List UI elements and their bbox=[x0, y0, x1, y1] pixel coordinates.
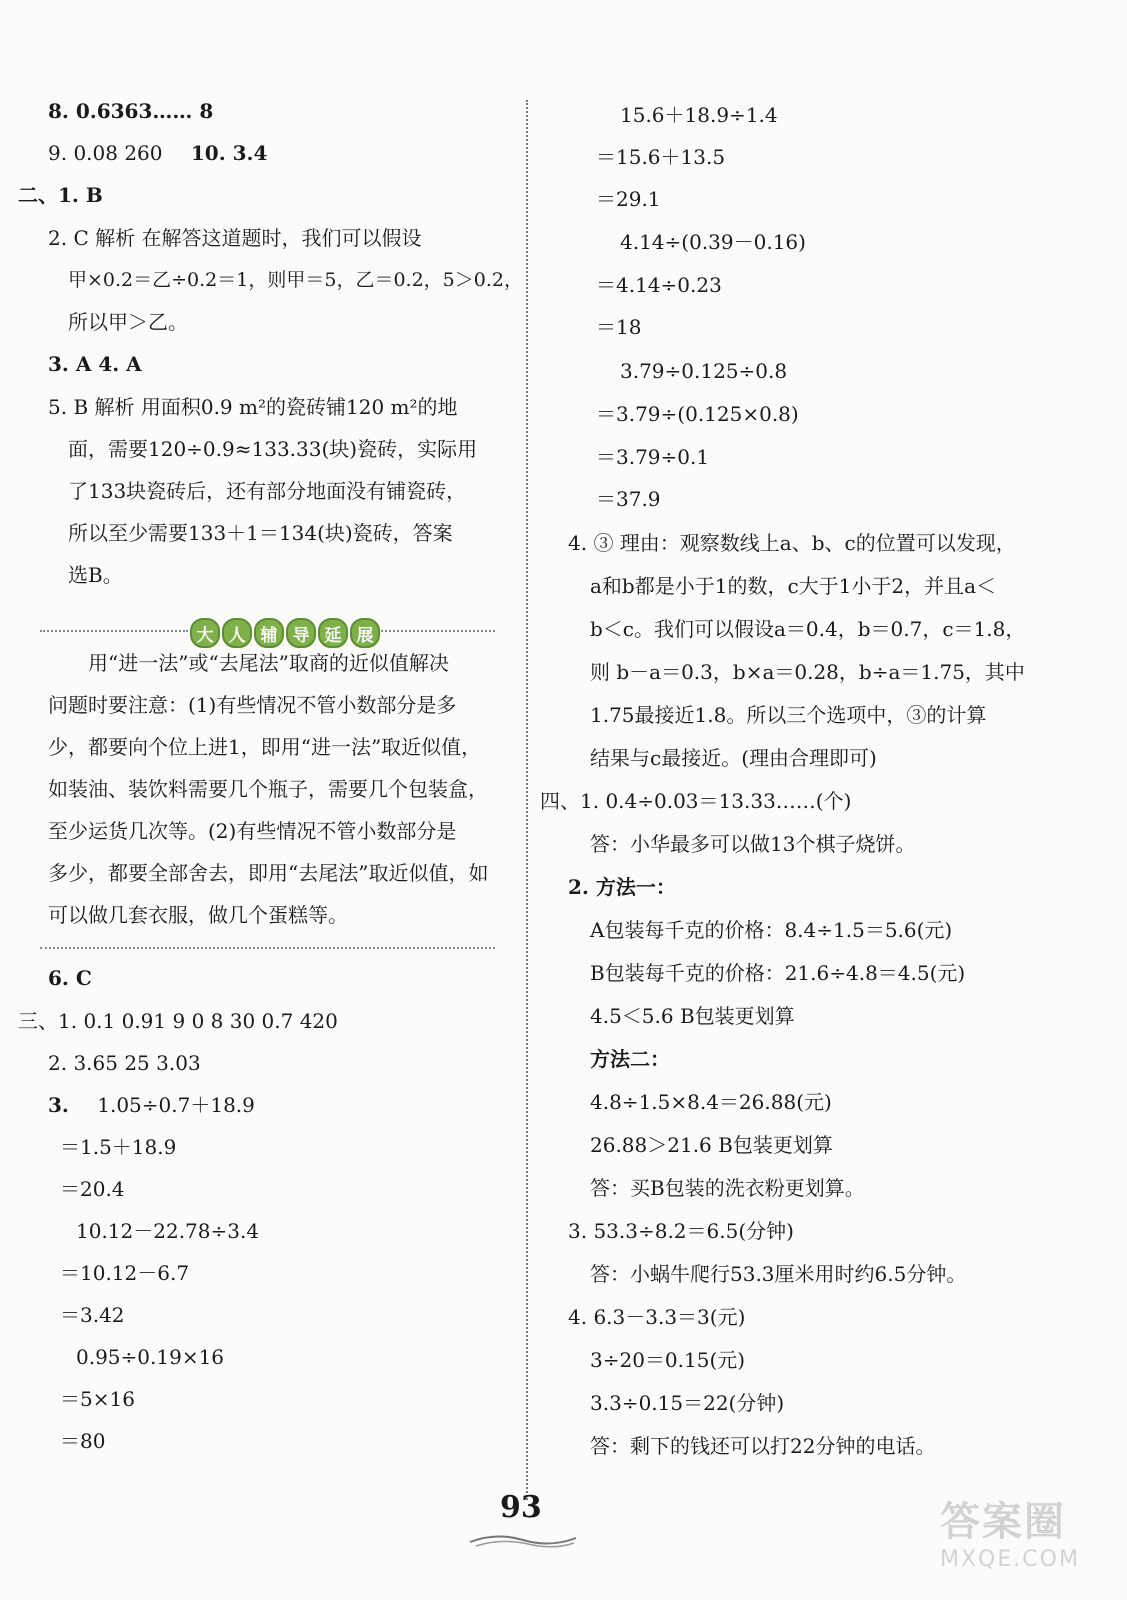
watermark-en: MXQE.COM bbox=[940, 1547, 1080, 1572]
tip-text: 可以做几套衣服，做几个蛋糕等。 bbox=[48, 903, 348, 927]
answer-9: 9. 0.08 260 bbox=[48, 141, 163, 165]
calc-step: ＝4.14÷0.23 bbox=[596, 273, 722, 297]
method-heading: 方法二： bbox=[590, 1047, 670, 1071]
answer-line: 选B。 bbox=[68, 563, 123, 587]
wave-ornament-icon bbox=[468, 1530, 578, 1550]
calc-step: 3.3÷0.15＝22(分钟) bbox=[590, 1391, 785, 1415]
answer-line: b＜c。我们可以假设a＝0.4，b＝0.7，c＝1.8， bbox=[590, 617, 1026, 641]
calc-step: ＝1.5＋18.9 bbox=[60, 1135, 177, 1159]
answer-line: 5. B 解析 用面积0.9 m²的瓷砖铺120 m²的地 bbox=[48, 395, 458, 419]
calc-step: ＝3.79÷(0.125×0.8) bbox=[596, 402, 799, 426]
answer-line bbox=[48, 1090, 255, 1120]
tip-text: 至少运货几次等。(2)有些情况不管小数部分是 bbox=[48, 819, 457, 843]
calc-step: ＝15.6＋13.5 bbox=[596, 145, 726, 169]
answer-line: a和b都是小于1的数，c大于1小于2，并且a＜ bbox=[590, 574, 997, 598]
calc-step: 4.5＜5.6 B包装更划算 bbox=[590, 1004, 795, 1028]
tip-text: 如装油、装饮料需要几个瓶子，需要几个包装盒， bbox=[48, 777, 488, 801]
box-rule-right bbox=[360, 630, 495, 632]
answer-sentence: 答：小华最多可以做13个棋子烧饼。 bbox=[590, 832, 916, 856]
answer-line: 1.75最接近1.8。所以三个选项中，③的计算 bbox=[590, 703, 987, 727]
badge-char: 导 bbox=[286, 618, 316, 648]
tip-text: 多少，都要全部舍去，即用“去尾法”取近似值，如 bbox=[48, 861, 489, 885]
section-3-heading: 三、1. 0.1 0.91 9 0 8 30 0.7 420 bbox=[18, 1009, 338, 1033]
answer-line: 面，需要120÷0.9≈133.33(块)瓷砖，实际用 bbox=[68, 437, 478, 461]
calc-step: B包装每千克的价格：21.6÷4.8＝4.5(元) bbox=[590, 961, 966, 985]
expression: 3.79÷0.125÷0.8 bbox=[620, 359, 788, 383]
answer-line: 结果与c最接近。(理由合理即可) bbox=[590, 746, 877, 770]
box-rule-left bbox=[40, 630, 188, 632]
item-number: 3. bbox=[48, 1093, 69, 1117]
calc-step: ＝18 bbox=[596, 315, 642, 339]
calc-step: 26.88＞21.6 B包装更划算 bbox=[590, 1133, 833, 1157]
answer-line: 所以甲＞乙。 bbox=[68, 310, 188, 334]
calc-step: ＝5×16 bbox=[60, 1387, 135, 1411]
badge-char: 大 bbox=[190, 618, 220, 648]
answer-line: 2. 3.65 25 3.03 bbox=[48, 1051, 201, 1075]
expression: 15.6＋18.9÷1.4 bbox=[620, 103, 778, 127]
answer-10: 10. 3.4 bbox=[190, 141, 268, 165]
calc-step: ＝37.9 bbox=[596, 487, 661, 511]
answer-line bbox=[48, 138, 267, 168]
section-4-heading: 四、1. 0.4÷0.03＝13.33……(个) bbox=[540, 789, 852, 813]
calc-step: 3÷20＝0.15(元) bbox=[590, 1348, 746, 1372]
badge-char: 延 bbox=[318, 618, 348, 648]
calc-step: ＝29.1 bbox=[596, 187, 661, 211]
watermark bbox=[940, 1490, 1080, 1572]
expression: 1.05÷0.7＋18.9 bbox=[97, 1093, 255, 1117]
answer-line: 3. A 4. A bbox=[48, 352, 142, 376]
answer-line: 8. 0.6363…… 8 bbox=[48, 99, 214, 123]
answer-sentence: 答：剩下的钱还可以打22分钟的电话。 bbox=[590, 1434, 936, 1458]
answer-sentence: 答：小蜗牛爬行53.3厘米用时约6.5分钟。 bbox=[590, 1262, 967, 1286]
answer-line: 3. 53.3÷8.2＝6.5(分钟) bbox=[568, 1219, 794, 1243]
column-divider bbox=[526, 100, 528, 1500]
watermark-cn: 答案圈 bbox=[940, 1499, 1066, 1545]
answer-line: 6. C bbox=[48, 966, 92, 990]
calc-step: ＝10.12－6.7 bbox=[60, 1261, 190, 1285]
box-rule-bottom bbox=[40, 947, 495, 949]
page-number: 93 bbox=[500, 1490, 542, 1525]
answer-line: 4. ③ 理由：观察数线上a、b、c的位置可以发现， bbox=[568, 531, 1016, 555]
calc-step: ＝3.42 bbox=[60, 1303, 125, 1327]
answer-line: 则 b－a＝0.3，b×a＝0.28，b÷a＝1.75，其中 bbox=[590, 660, 1025, 684]
section-2-heading: 二、1. B bbox=[18, 183, 103, 207]
expression: 0.95÷0.19×16 bbox=[76, 1345, 225, 1369]
expression: 10.12－22.78÷3.4 bbox=[76, 1219, 260, 1243]
tutor-extension-badge bbox=[190, 618, 380, 648]
answer-line: 甲×0.2＝乙÷0.2＝1，则甲＝5，乙＝0.2，5＞0.2， bbox=[68, 269, 523, 291]
answer-line: 所以至少需要133＋1＝134(块)瓷砖，答案 bbox=[68, 521, 453, 545]
answer-line: 4. 6.3－3.3＝3(元) bbox=[568, 1305, 746, 1329]
badge-char: 人 bbox=[222, 618, 252, 648]
calc-step: ＝3.79÷0.1 bbox=[596, 445, 710, 469]
tip-text: 问题时要注意：(1)有些情况不管小数部分是多 bbox=[48, 693, 457, 717]
badge-char: 展 bbox=[350, 618, 380, 648]
badge-char: 辅 bbox=[254, 618, 284, 648]
expression: 4.14÷(0.39－0.16) bbox=[620, 230, 806, 254]
method-heading: 2. 方法一： bbox=[568, 875, 676, 899]
calc-step: 4.8÷1.5×8.4＝26.88(元) bbox=[590, 1090, 832, 1114]
tip-text: 用“进一法”或“去尾法”取商的近似值解决 bbox=[88, 651, 449, 675]
calc-step: ＝80 bbox=[60, 1429, 106, 1453]
calc-step: ＝20.4 bbox=[60, 1177, 125, 1201]
answer-line: 2. C 解析 在解答这道题时，我们可以假设 bbox=[48, 226, 422, 250]
answer-line: 了133块瓷砖后，还有部分地面没有铺瓷砖， bbox=[68, 479, 467, 503]
tip-text: 少，都要向个位上进1，即用“进一法”取近似值， bbox=[48, 735, 482, 759]
calc-step: A包装每千克的价格：8.4÷1.5＝5.6(元) bbox=[590, 918, 953, 942]
answer-sentence: 答：买B包装的洗衣粉更划算。 bbox=[590, 1176, 865, 1200]
